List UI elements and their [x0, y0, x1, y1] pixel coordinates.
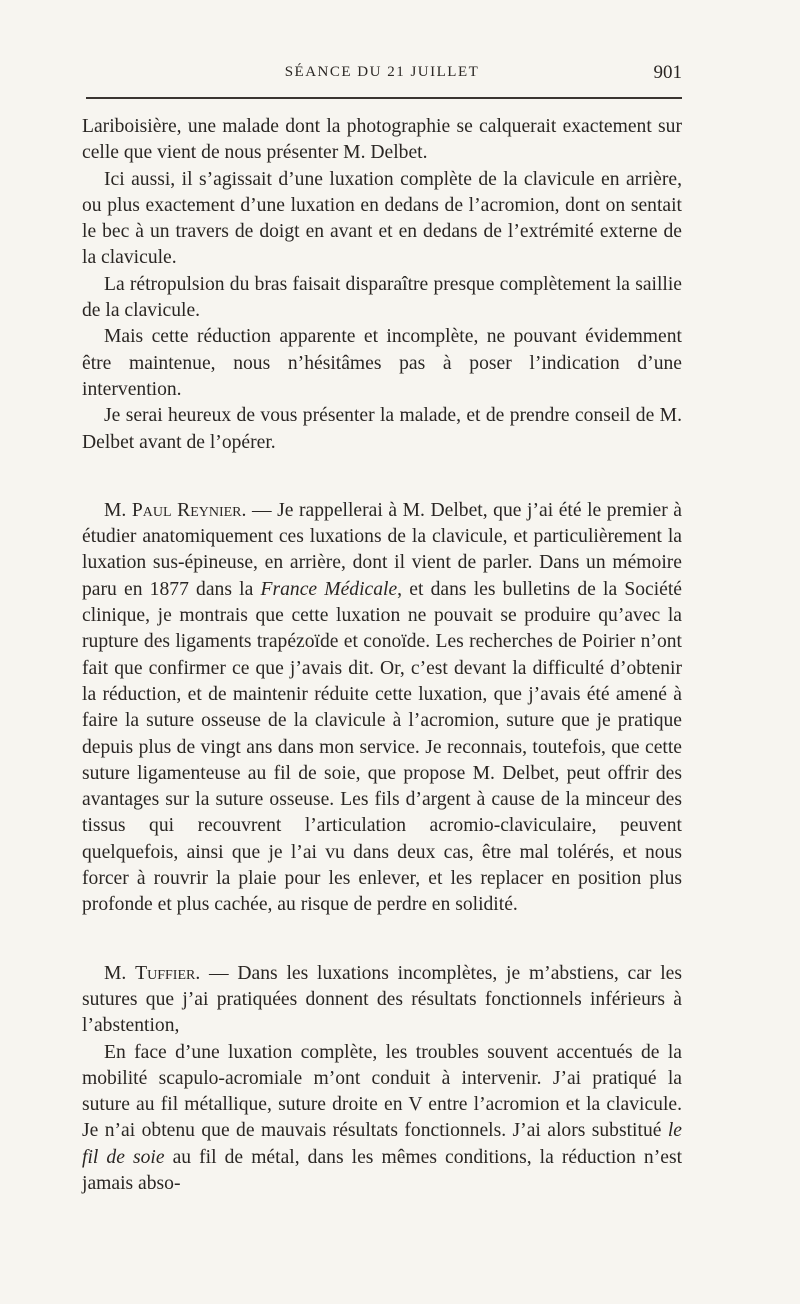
tuffier-remarks: [82, 961, 682, 1040]
speaker-prefix: M.: [104, 962, 136, 984]
journal-title: France Médicale: [260, 578, 398, 600]
remark-text: — Je rappellerai à M. Delbet, que j’ai été le premier à étudier anatomiquement ces luxations de la clavicule, et particulièrement la luxation sus-épineuse, en arrière, dont il vient de parler. Dans un mémoire paru en 1877 dans la: [82, 499, 682, 600]
running-head: SÉANCE DU 21 JUILLET: [284, 64, 480, 80]
body-text: [82, 114, 682, 1197]
reynier-remarks: [82, 498, 682, 919]
paragraph: Ici aussi, il s’agissait d’une luxation complète de la clavicule en arrière, ou plus exactement d’une luxation en dedans de l’acromion, dont on sentait le bec à un travers de doigt en avant et en dedans de l’extrémité externe de la clavicule.: [82, 168, 682, 269]
paragraph: Lariboisière, une malade dont la photographie se calquerait exactement sur celle que vient de nous présenter M. Delbet.: [82, 116, 682, 164]
page-number: 901: [653, 62, 682, 83]
header-rule: [86, 97, 682, 99]
paragraph: La rétropulsion du bras faisait disparaître presque complètement la saillie de la clavicule.: [82, 273, 682, 322]
paragraph: Mais cette réduction apparente et incomplète, ne pouvant évidemment être maintenue, nous n’hésitâmes pas à poser l’indication d’une intervention.: [82, 326, 682, 400]
remark-text: — Dans les luxations incomplètes, je m’abstiens, car les sutures que j’ai pratiquées donnent des résultats fonctionnels inférieurs à l’abstention,: [82, 962, 682, 1037]
speaker-prefix: M.: [104, 499, 132, 521]
page-header: [82, 62, 682, 88]
speaker-name: Paul Reynier.: [131, 499, 247, 521]
paragraph: Je serai heureux de vous présenter la malade, et de prendre conseil de M. Delbet avant de l’opérer.: [82, 405, 682, 453]
speaker-name: Tuffier.: [135, 962, 201, 984]
emphasis-text: le fil de soie: [82, 1120, 682, 1168]
remark-text: au fil de métal, dans les mêmes conditions, la réduction n’est jamais abso-: [82, 1146, 683, 1194]
remark-text: , et dans les bulletins de la Société clinique, je montrais que cette luxation ne pouvait se produire qu’avec la rupture des ligaments trapézoïde et conoïde. Les recherches de Poirier n’ont fait que confirmer ce que j’avais dit. Or, c’est devant la difficulté d’obtenir la réduction, et de maintenir réduite cette luxation, que j’avais été amené à faire la suture osseuse de la clavicule à l’acromion, suture que je pratique depuis plus de vingt ans dans mon service. Je reconnais, toutefois, que cette suture ligamenteuse au fil de soie, que propose M. Delbet, peut offrir des avantages sur la suture osseuse. Les fils d’argent à cause de la minceur des tissus qui recouvrent l’articulation acromio-claviculaire, peuvent quelquefois, ainsi que je l’ai vu dans deux cas, être mal tolérés, et nous forcer à rouvrir la plaie pour les enlever, et les replacer en position plus profonde et plus cachée, au risque de perdre en solidité.: [82, 578, 683, 916]
paragraph: [82, 1040, 682, 1198]
remark-text: En face d’une luxation complète, les troubles souvent accentués de la mobilité scapulo-acromiale m’ont conduit à intervenir. J’ai pratiqué la suture au fil métallique, suture droite en V entre l’acromion et la clavicule. Je n’ai obtenu que de mauvais résultats fonctionnels. J’ai alors substitué: [82, 1041, 682, 1142]
